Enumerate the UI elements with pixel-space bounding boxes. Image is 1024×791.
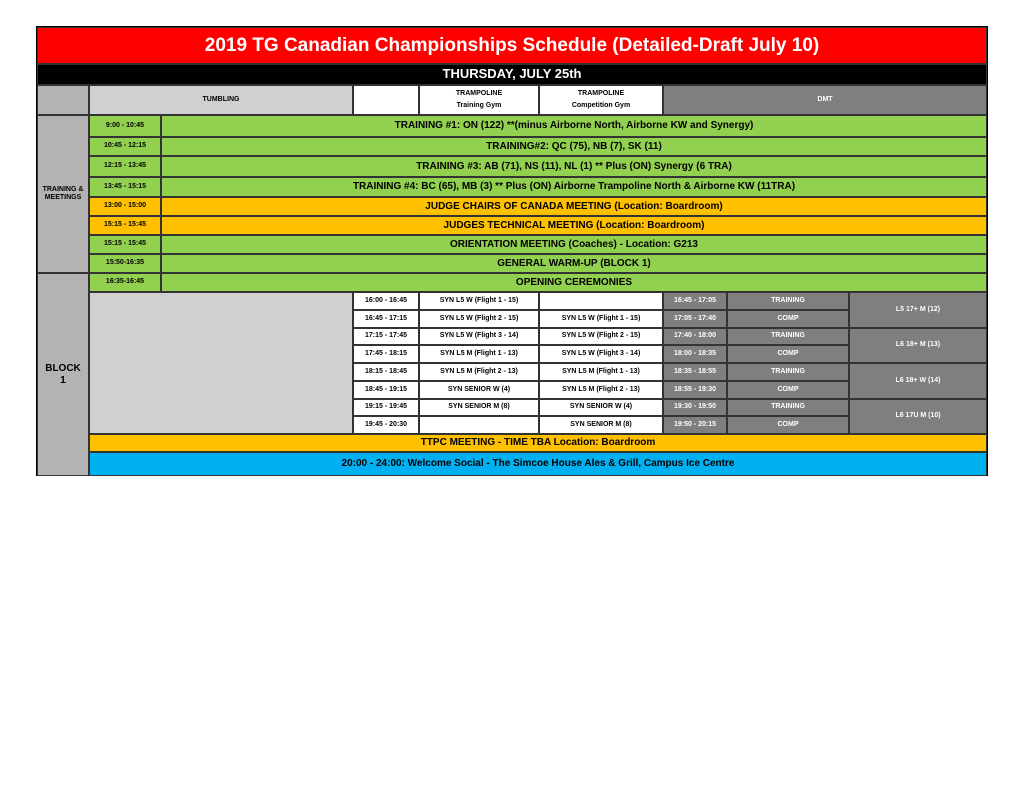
meeting-time-1: 13:00 - 15:00 bbox=[89, 197, 161, 216]
ttpc-meeting: TTPC MEETING - TIME TBA Location: Boardroom bbox=[89, 434, 987, 452]
tramp-training-event: SYN SENIOR M (8) bbox=[419, 399, 539, 417]
trampoline-comp-header-line2: Competition Gym bbox=[571, 102, 631, 109]
meeting-time-2: 15:15 - 15:45 bbox=[89, 216, 161, 235]
header-corner bbox=[37, 85, 89, 115]
dmt-time: 18:55 - 19:30 bbox=[663, 381, 727, 399]
orientation-label: ORIENTATION MEETING (Coaches) - Location: G213 bbox=[161, 235, 987, 254]
trampoline-comp-header-line1: TRAMPOLINE bbox=[577, 89, 625, 97]
meeting-label-2: JUDGES TECHNICAL MEETING (Location: Boardroom) bbox=[161, 216, 987, 235]
day-heading: THURSDAY, JULY 25th bbox=[37, 64, 987, 85]
section-training-meetings bbox=[37, 115, 89, 273]
tramp-comp-event: SYN SENIOR W (4) bbox=[539, 399, 663, 417]
dmt-time: 19:30 - 19:50 bbox=[663, 399, 727, 417]
tramp-comp-event: SYN L5 W (Flight 3 - 14) bbox=[539, 345, 663, 363]
orientation-time: 15:15 - 15:45 bbox=[89, 235, 161, 254]
tramp-comp-event bbox=[539, 292, 663, 310]
tramp-time: 17:15 - 17:45 bbox=[353, 328, 419, 346]
ceremonies-label: OPENING CEREMONIES bbox=[161, 273, 987, 292]
schedule-sheet bbox=[36, 26, 988, 476]
tramp-comp-event: SYN SENIOR M (8) bbox=[539, 416, 663, 434]
dmt-type: TRAINING bbox=[727, 363, 849, 381]
dmt-time: 16:45 - 17:05 bbox=[663, 292, 727, 310]
dmt-type: COMP bbox=[727, 310, 849, 328]
training-time-3: 12:15 - 13:45 bbox=[89, 156, 161, 177]
tramp-comp-event: SYN L5 W (Flight 2 - 15) bbox=[539, 328, 663, 346]
tramp-time: 18:15 - 18:45 bbox=[353, 363, 419, 381]
tramp-training-event: SYN L5 M (Flight 1 - 13) bbox=[419, 345, 539, 363]
schedule-title: 2019 TG Canadian Championships Schedule (Detailed-Draft July 10) bbox=[37, 27, 987, 64]
training-time-2: 10:45 - 12:15 bbox=[89, 137, 161, 156]
tramp-time: 16:45 - 17:15 bbox=[353, 310, 419, 328]
dmt-group: L6 17U M (10) bbox=[849, 399, 987, 435]
dmt-group: L6 18+ W (14) bbox=[849, 363, 987, 399]
dmt-time: 17:05 - 17:40 bbox=[663, 310, 727, 328]
tramp-training-event: SYN L5 W (Flight 2 - 15) bbox=[419, 310, 539, 328]
trampoline-training-header-line1: TRAMPOLINE bbox=[455, 89, 503, 97]
section-block-1-line1: BLOCK bbox=[45, 363, 81, 374]
dmt-time: 19:50 - 20:15 bbox=[663, 416, 727, 434]
tramp-training-event bbox=[419, 416, 539, 434]
training-time-4: 13:45 - 15:15 bbox=[89, 177, 161, 197]
tumbling-header: TUMBLING bbox=[89, 85, 353, 115]
tramp-time: 18:45 - 19:15 bbox=[353, 381, 419, 399]
dmt-group: L6 18+ M (13) bbox=[849, 328, 987, 364]
tramp-time: 19:45 - 20:30 bbox=[353, 416, 419, 434]
training-label-1: TRAINING #1: ON (122) **(minus Airborne North, Airborne KW and Synergy) bbox=[161, 115, 987, 137]
training-time-1: 9:00 - 10:45 bbox=[89, 115, 161, 137]
header-blank bbox=[353, 85, 419, 115]
section-training-meetings-line1: TRAINING & bbox=[42, 185, 84, 193]
section-block-1-line2: 1 bbox=[60, 374, 66, 386]
dmt-type: COMP bbox=[727, 381, 849, 399]
welcome-social: 20:00 - 24:00: Welcome Social - The Simcoe House Ales & Grill, Campus Ice Centre bbox=[89, 452, 987, 476]
section-block-1 bbox=[37, 273, 89, 476]
dmt-time: 17:40 - 18:00 bbox=[663, 328, 727, 346]
tramp-training-event: SYN L5 W (Flight 3 - 14) bbox=[419, 328, 539, 346]
dmt-time: 18:35 - 18:55 bbox=[663, 363, 727, 381]
dmt-time: 18:00 - 18:35 bbox=[663, 345, 727, 363]
trampoline-comp-header bbox=[539, 85, 663, 115]
tramp-comp-event: SYN L5 M (Flight 1 - 13) bbox=[539, 363, 663, 381]
tumbling-empty-area bbox=[89, 292, 353, 434]
tramp-training-event: SYN L5 M (Flight 2 - 13) bbox=[419, 363, 539, 381]
trampoline-training-header bbox=[419, 85, 539, 115]
training-label-2: TRAINING#2: QC (75), NB (7), SK (11) bbox=[161, 137, 987, 156]
tramp-time: 17:45 - 18:15 bbox=[353, 345, 419, 363]
warmup-time: 15:50-16:35 bbox=[89, 254, 161, 273]
warmup-label: GENERAL WARM-UP (BLOCK 1) bbox=[161, 254, 987, 273]
section-training-meetings-line2: MEETINGS bbox=[44, 194, 82, 201]
meeting-label-1: JUDGE CHAIRS OF CANADA MEETING (Location: Boardroom) bbox=[161, 197, 987, 216]
tramp-time: 19:15 - 19:45 bbox=[353, 399, 419, 417]
training-label-3: TRAINING #3: AB (71), NS (11), NL (1) ** Plus (ON) Synergy (6 TRA) bbox=[161, 156, 987, 177]
tramp-training-event: SYN L5 W (Flight 1 - 15) bbox=[419, 292, 539, 310]
training-label-4: TRAINING #4: BC (65), MB (3) ** Plus (ON) Airborne Trampoline North & Airborne KW (11TRA) bbox=[161, 177, 987, 197]
tramp-time: 16:00 - 16:45 bbox=[353, 292, 419, 310]
dmt-header: DMT bbox=[663, 85, 987, 115]
dmt-type: TRAINING bbox=[727, 292, 849, 310]
tramp-comp-event: SYN L5 M (Flight 2 - 13) bbox=[539, 381, 663, 399]
ceremonies-time: 16:35-16:45 bbox=[89, 273, 161, 292]
dmt-type: COMP bbox=[727, 345, 849, 363]
dmt-group: L5 17+ M (12) bbox=[849, 292, 987, 328]
dmt-type: TRAINING bbox=[727, 328, 849, 346]
tramp-training-event: SYN SENIOR W (4) bbox=[419, 381, 539, 399]
dmt-type: COMP bbox=[727, 416, 849, 434]
trampoline-training-header-line2: Training Gym bbox=[456, 102, 502, 109]
tramp-comp-event: SYN L5 W (Flight 1 - 15) bbox=[539, 310, 663, 328]
dmt-type: TRAINING bbox=[727, 399, 849, 417]
